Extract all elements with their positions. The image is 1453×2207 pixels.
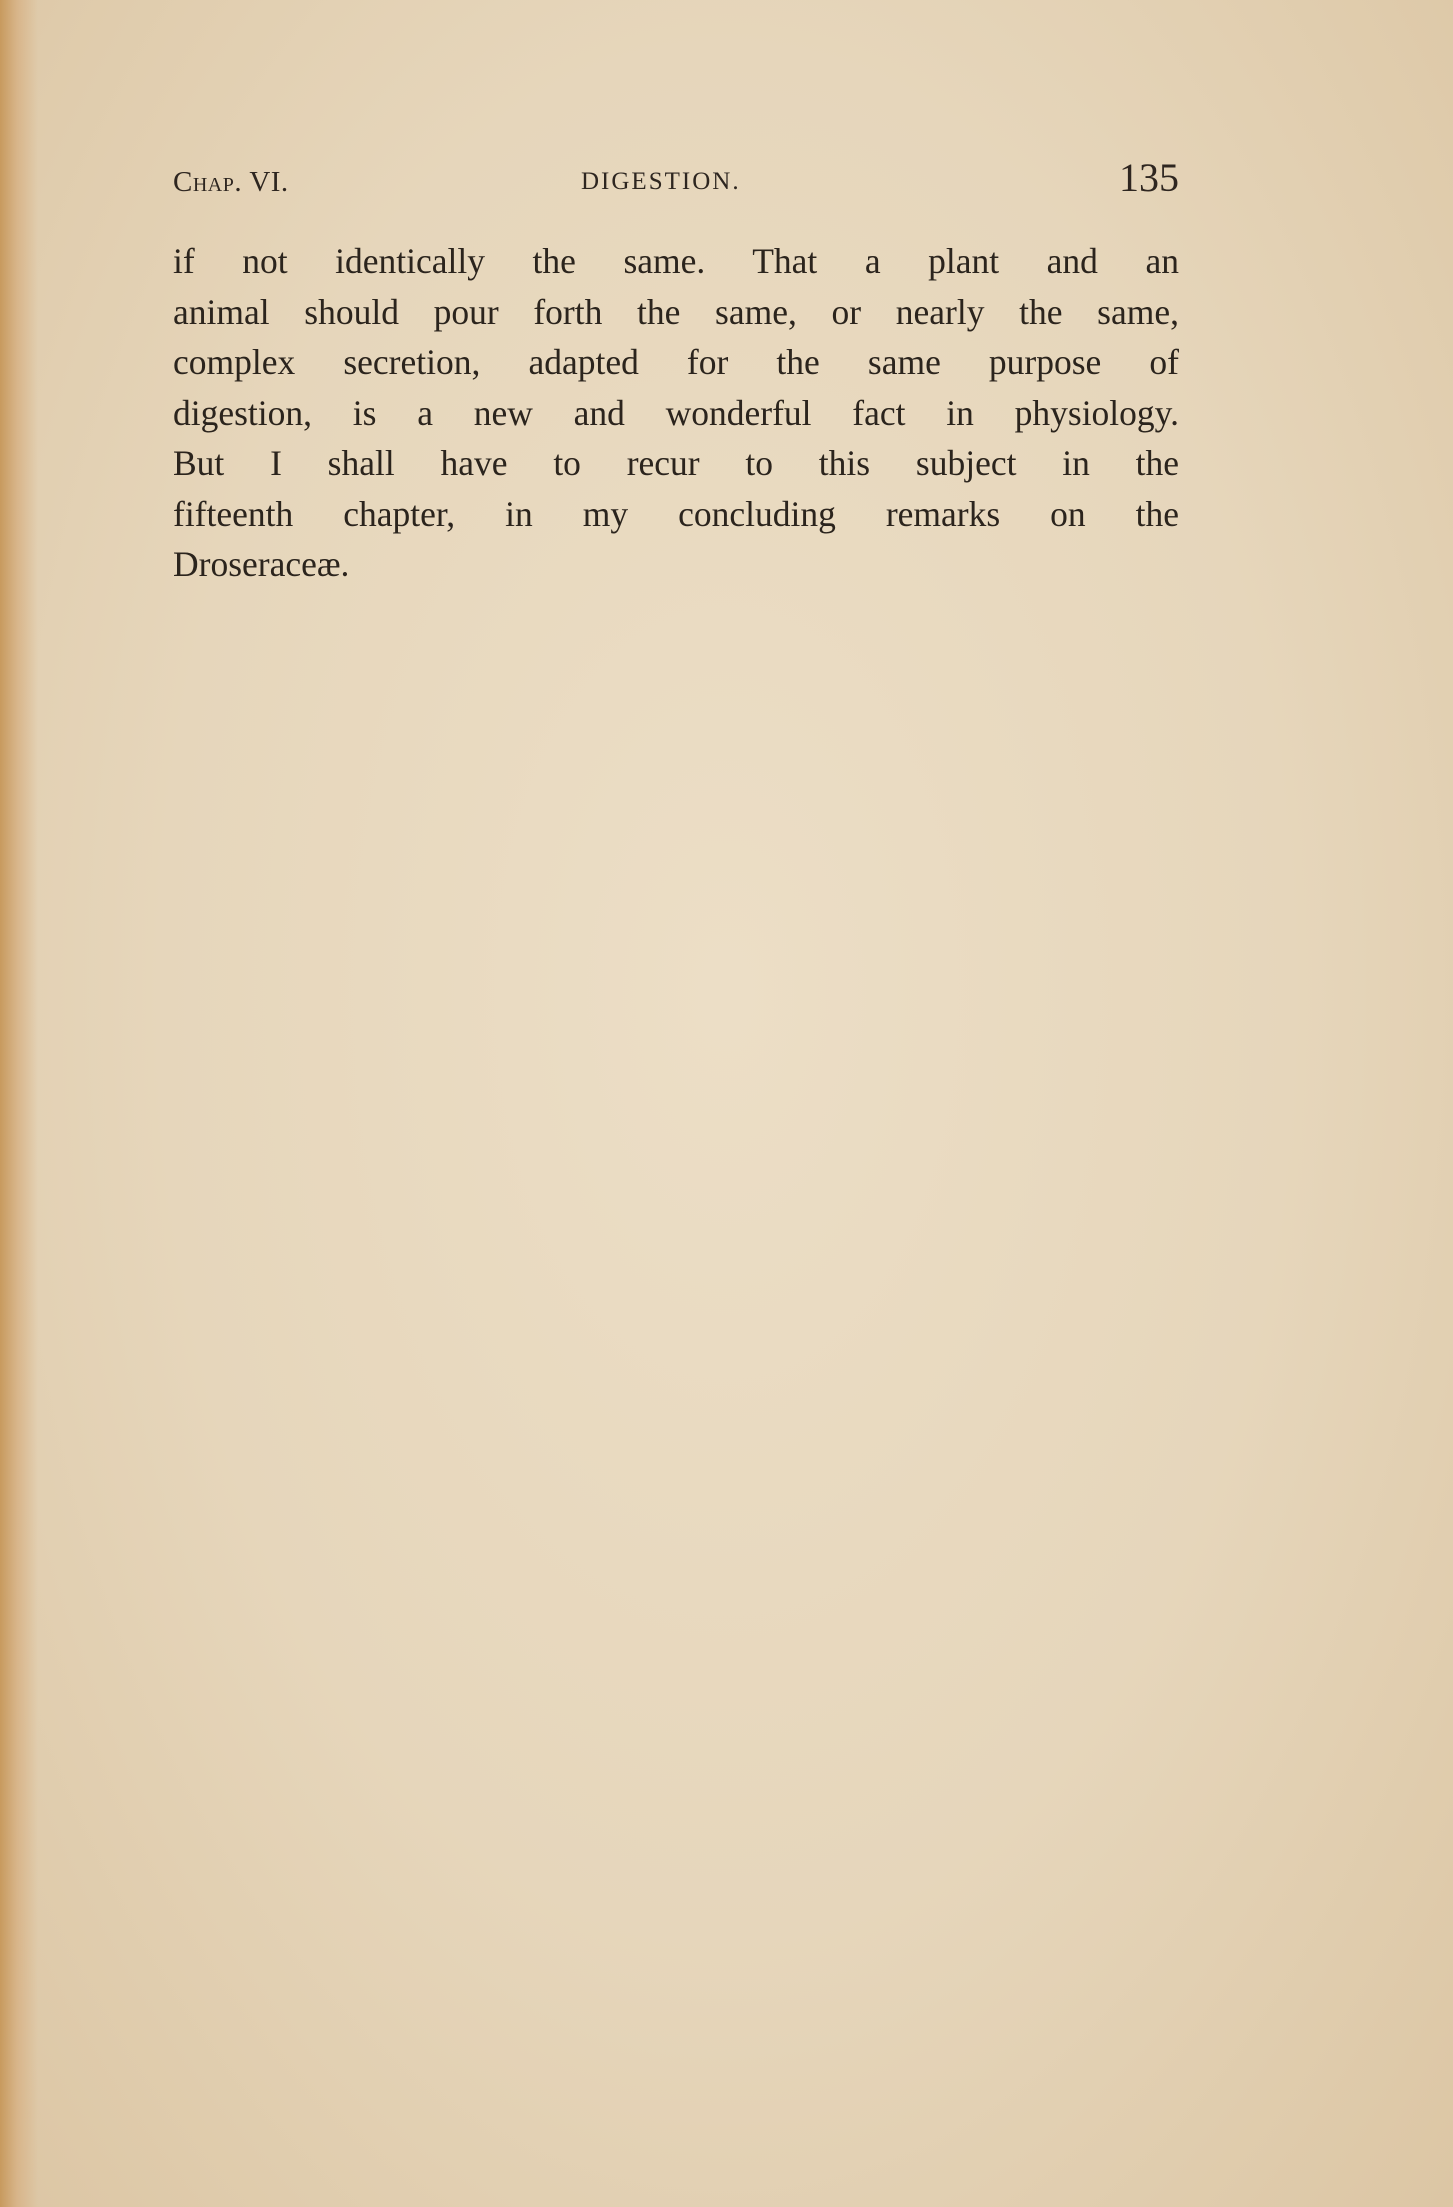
page-edge-shading <box>0 0 38 2207</box>
body-paragraph <box>173 236 1179 590</box>
text-line: if not identically the same. That a plant and an <box>173 241 1179 281</box>
chapter-label: Chap. VI. <box>173 166 289 198</box>
text-line: But I shall have to recur to this subject in the <box>173 443 1179 483</box>
text-line: digestion, is a new and wonderful fact in physiology. <box>173 392 1179 433</box>
text-line: animal should pour forth the same, or nearly the same, <box>173 291 1179 332</box>
running-title: DIGESTION. <box>581 168 741 195</box>
text-line: complex secretion, adapted for the same purpose of <box>173 342 1179 382</box>
page-number: 135 <box>1119 155 1179 200</box>
running-header <box>173 150 1179 210</box>
text-line: fifteenth chapter, in my concluding remarks on the <box>173 493 1179 534</box>
text-line: Droseraceæ. <box>173 544 350 584</box>
